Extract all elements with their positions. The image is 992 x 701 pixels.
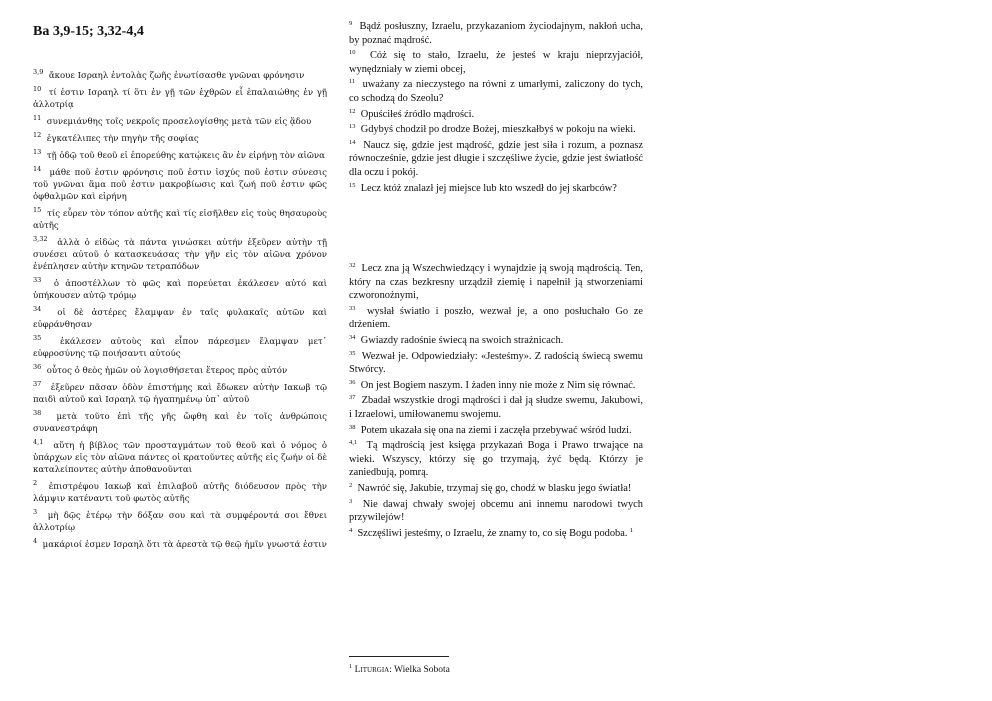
verse-text: Cóż się to stało, Izraelu, że jesteś w kraju nieprzyjaciół, wynędzniały w ziemi obcej, bbox=[349, 50, 643, 75]
verse-number: 33 bbox=[349, 304, 356, 312]
verse-number: 34 bbox=[349, 333, 356, 341]
polish-verse bbox=[349, 182, 643, 196]
greek-verse bbox=[33, 539, 327, 551]
footnote-ref: 1 bbox=[630, 526, 634, 534]
verse-number: 2 bbox=[33, 479, 38, 487]
verse-number: 3,32 bbox=[33, 235, 48, 243]
verse-number: 11 bbox=[33, 114, 42, 122]
greek-verse bbox=[33, 116, 327, 128]
greek-verse bbox=[33, 336, 327, 360]
verse-number: 12 bbox=[349, 107, 356, 115]
verse-number: 37 bbox=[349, 394, 356, 402]
verse-text: ἐκάλεσεν αὐτοὺς καὶ εἶπον πάρεσμεν ἔλαμψαν μετ᾽ εὐφροσύνης τῷ ποιήσαντι αὐτούς bbox=[33, 337, 327, 359]
greek-verse bbox=[33, 440, 327, 476]
verse-number: 11 bbox=[349, 78, 356, 86]
verse-number: 4,1 bbox=[349, 439, 358, 447]
verse-text: Potem ukazała się ona na ziemi i zaczęła przebywać wśród ludzi. bbox=[360, 424, 632, 436]
verse-number: 9 bbox=[349, 20, 353, 27]
verse-text: Naucz się, gdzie jest mądrość, gdzie jest siła i rozum, a poznasz równocześnie, gdzie jest długie i szczęśliwe życie, gdzie jest światłość dla oczu i pokój. bbox=[349, 139, 643, 178]
polish-verse bbox=[349, 439, 643, 480]
greek-verse bbox=[33, 510, 327, 534]
polish-verse bbox=[349, 139, 643, 180]
verse-text: Gwiazdy radośnie świecą na swoich strażnicach. bbox=[360, 334, 564, 346]
polish-verse bbox=[349, 424, 643, 438]
verse-text: Bądź posłuszny, Izraelu, przykazaniom życiodajnym, nakłoń ucha, by poznać mądrość. bbox=[349, 21, 643, 46]
verse-number: 15 bbox=[33, 206, 42, 214]
verse-text: Tą mądrością jest księga przykazań Boga i Prawo trwające na wieki. Wszyscy, którzy się go trzymają, żyć będą. Którzy je zaniedbują, pomrą. bbox=[349, 440, 644, 479]
greek-verse bbox=[33, 87, 327, 111]
verse-text: τί ἐστιν Ισραηλ τί ὅτι ἐν γῇ τῶν ἐχθρῶν εἶ ἐπαλαιώθης ἐν γῇ ἀλλοτρίᾳ bbox=[33, 88, 327, 110]
verse-number: 15 bbox=[349, 181, 356, 189]
verse-text: τίς εὗρεν τὸν τόπον αὐτῆς καὶ τίς εἰσῆλθεν εἰς τοὺς θησαυροὺς αὐτῆς bbox=[33, 209, 327, 231]
verse-number: 4 bbox=[349, 526, 353, 534]
verse-number: 12 bbox=[33, 131, 42, 139]
verse-number: 38 bbox=[349, 423, 356, 431]
verse-number: 36 bbox=[349, 378, 356, 386]
polish-verse bbox=[349, 498, 643, 525]
verse-text: ἀλλὰ ὁ εἰδὼς τὰ πάντα γινώσκει αὐτήν ἐξεῦρεν αὐτὴν τῇ συνέσει αὐτοῦ ὁ κατασκευάσας τὴν γῆν εἰς τὸν αἰῶνα χρόνον ἐνέπλησεν αὐτὴν κτηνῶν τετραπόδων bbox=[33, 238, 328, 272]
verse-text: οὗτος ὁ θεὸς ἡμῶν οὐ λογισθήσεται ἕτερος πρὸς αὐτόν bbox=[46, 366, 288, 376]
polish-verse bbox=[349, 262, 643, 303]
footnote-separator bbox=[349, 656, 449, 657]
verse-text: Wezwał je. Odpowiedziały: «Jesteśmy». Z radością świecą swemu Stwórcy. bbox=[349, 350, 644, 376]
verse-text: Lecz zna ją Wszechwiedzący i wynajdzie ją swoją mądrością. Ten, który na czas bezkresny urządził ziemię i napełnił ją stworzeniami czworonożnymi, bbox=[349, 263, 643, 302]
greek-verse bbox=[33, 208, 327, 232]
polish-verse bbox=[349, 78, 643, 105]
verse-number: 36 bbox=[33, 363, 42, 371]
verse-number: 13 bbox=[33, 148, 42, 156]
polish-verse bbox=[349, 394, 643, 421]
verse-number: 34 bbox=[33, 305, 42, 313]
greek-verse bbox=[33, 237, 327, 273]
verse-text: οἱ δὲ ἀστέρες ἔλαμψαν ἐν ταῖς φυλακαῖς αὐτῶν καὶ εὐφράνθησαν bbox=[33, 308, 327, 330]
verse-text: ἐπιστρέφου Ιακωβ καὶ ἐπιλαβοῦ αὐτῆς διόδευσον πρὸς τὴν λάμψιν κατέναντι τοῦ φωτὸς αὐτῆς bbox=[33, 482, 327, 504]
greek-verse bbox=[33, 133, 327, 145]
verse-text: μετὰ τοῦτο ἐπὶ τῆς γῆς ὤφθη καὶ ἐν τοῖς ἀνθρώποις συνανεστράφη bbox=[33, 412, 327, 434]
verse-text: uważany za nieczystego na równi z umarłymi, zaliczony do tych, co schodzą do Szeolu? bbox=[349, 79, 643, 104]
verse-number: 35 bbox=[33, 334, 42, 342]
verse-number: 3 bbox=[33, 508, 38, 516]
footnote-text: : Wielka Sobota bbox=[389, 665, 450, 675]
greek-verse bbox=[33, 481, 327, 505]
verse-text: ἐξεῦρεν πᾶσαν ὁδὸν ἐπιστήμης καὶ ἔδωκεν αὐτὴν Ιακωβ τῷ παιδὶ αὐτοῦ καὶ Ισραηλ τῷ ἠγαπημένῳ ὑπ᾽ αὐτοῦ bbox=[33, 383, 327, 405]
verse-text: ἄκουε Ισραηλ ἐντολὰς ζωῆς ἐνωτίσασθε γνῶναι φρόνησιν bbox=[48, 71, 305, 81]
greek-verse bbox=[33, 365, 327, 377]
verse-text: Nie dawaj chwały swojej obcemu ani innemu narodowi twych przywilejów! bbox=[349, 498, 643, 524]
verse-number: 4 bbox=[33, 537, 38, 545]
verse-text: Szczęśliwi jesteśmy, o Izraelu, że znamy to, co się Bogu podoba. bbox=[357, 527, 628, 539]
polish-verse bbox=[349, 20, 643, 47]
verse-number: 10 bbox=[33, 85, 42, 93]
verse-text: μακάριοί ἐσμεν Ισραηλ ὅτι τὰ ἀρεστὰ τῷ θεῷ ἡμῖν γνωστά ἐστιν bbox=[42, 540, 327, 550]
greek-verse bbox=[33, 307, 327, 331]
polish-verse bbox=[349, 482, 643, 496]
polish-verse bbox=[349, 108, 643, 122]
verse-number: 32 bbox=[349, 262, 356, 269]
greek-verse bbox=[33, 150, 327, 162]
verse-text: Nawróć się, Jakubie, trzymaj się go, chodź w blasku jego światła! bbox=[357, 482, 632, 494]
greek-text-column bbox=[33, 70, 327, 556]
verse-text: Opuściłeś źródło mądrości. bbox=[360, 108, 475, 120]
verse-text: ἐγκατέλιπες τὴν πηγὴν τῆς σοφίας bbox=[46, 134, 199, 144]
greek-verse bbox=[33, 278, 327, 302]
verse-number: 14 bbox=[33, 165, 42, 173]
verse-number: 38 bbox=[33, 409, 42, 417]
greek-verse bbox=[33, 70, 327, 82]
verse-number: 3,9 bbox=[33, 68, 44, 76]
verse-text: μάθε ποῦ ἐστιν φρόνησις ποῦ ἐστιν ἰσχύς ποῦ ἐστιν σύνεσις τοῦ γνῶναι ἅμα ποῦ ἐστιν μακροβίωσις καὶ ζωή ποῦ ἐστιν φῶς ὀφθαλμῶν καὶ εἰρήνη bbox=[33, 168, 327, 202]
greek-verse bbox=[33, 382, 327, 406]
verse-text: Lecz któż znalazł jej miejsce lub kto wszedł do jej skarbców? bbox=[360, 182, 617, 194]
polish-verse bbox=[349, 350, 643, 377]
verse-text: Gdybyś chodził po drodze Bożej, mieszkałbyś w pokoju na wieki. bbox=[360, 124, 636, 136]
greek-verse bbox=[33, 167, 327, 203]
polish-verse bbox=[349, 123, 643, 137]
polish-verse bbox=[349, 49, 643, 76]
verse-number: 37 bbox=[33, 380, 42, 388]
verse-text: ὁ ἀποστέλλων τὸ φῶς καὶ πορεύεται ἐκάλεσεν αὐτό καὶ ὑπήκουσεν αὐτῷ τρόμῳ bbox=[33, 279, 327, 301]
verse-number: 4,1 bbox=[33, 438, 44, 446]
footnote bbox=[349, 665, 450, 675]
polish-text-column-bottom bbox=[349, 262, 643, 542]
polish-text-column-top bbox=[349, 20, 643, 197]
polish-verse bbox=[349, 379, 643, 393]
verse-number: 35 bbox=[349, 349, 356, 357]
polish-verse bbox=[349, 305, 643, 332]
verse-number: 14 bbox=[349, 138, 356, 146]
verse-number: 10 bbox=[349, 49, 356, 57]
page-title: Ba 3,9-15; 3,32-4,4 bbox=[33, 24, 144, 39]
footnote-label: Liturgia bbox=[354, 665, 390, 675]
verse-number: 13 bbox=[349, 123, 356, 131]
verse-text: μὴ δῷς ἑτέρῳ τὴν δόξαν σου καὶ τὰ συμφέροντά σοι ἔθνει ἀλλοτρίῳ bbox=[33, 511, 327, 533]
polish-verse bbox=[349, 334, 643, 348]
verse-text: Zbadał wszystkie drogi mądrości i dał ją słudze swemu, Jakubowi, i Izraelowi, umiłowanemu swojemu. bbox=[349, 395, 643, 420]
verse-number: 2 bbox=[349, 481, 353, 489]
polish-verse bbox=[349, 527, 643, 541]
greek-verse bbox=[33, 411, 327, 435]
verse-number: 33 bbox=[33, 276, 42, 284]
verse-number: 3 bbox=[349, 497, 353, 505]
verse-text: συνεμιάνθης τοῖς νεκροῖς προσελογίσθης μετὰ τῶν εἰς ᾅδου bbox=[46, 117, 312, 127]
verse-text: wysłał światło i poszło, wezwał je, a ono posłuchało Go ze drżeniem. bbox=[349, 305, 643, 331]
verse-text: τῇ ὁδῷ τοῦ θεοῦ εἰ ἐπορεύθης κατῴκεις ἂν ἐν εἰρήνῃ τὸν αἰῶνα bbox=[46, 151, 325, 161]
footnote-number: 1 bbox=[349, 663, 353, 670]
verse-text: αὕτη ἡ βίβλος τῶν προσταγμάτων τοῦ θεοῦ καὶ ὁ νόμος ὁ ὑπάρχων εἰς τὸν αἰῶνα πάντες οἱ κρατοῦντες αὐτῆς εἰς ζωήν οἱ δὲ καταλείποντες αὐτὴν ἀποθανοῦνται bbox=[33, 441, 327, 475]
verse-text: On jest Bogiem naszym. I żaden inny nie może z Nim się równać. bbox=[360, 379, 636, 391]
